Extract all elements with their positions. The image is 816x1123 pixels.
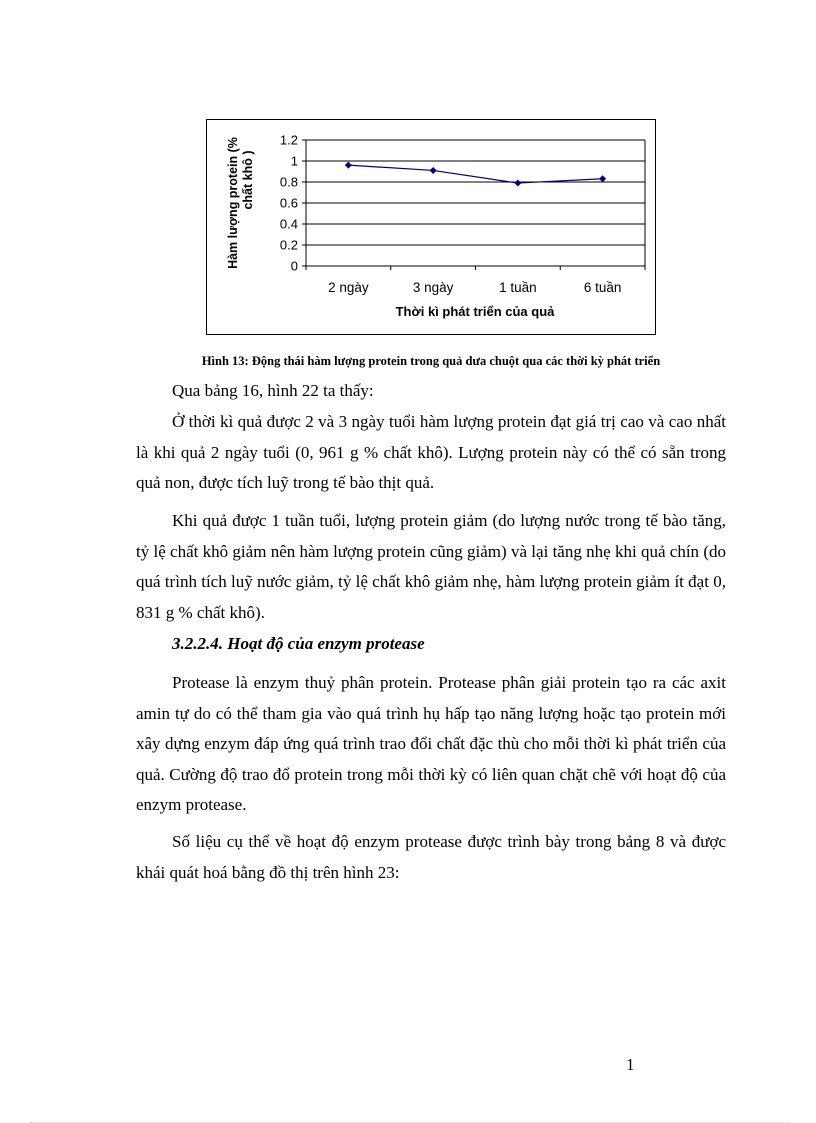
chart-canvas — [207, 120, 655, 334]
y-tick-label: 0.2 — [279, 237, 298, 253]
data-point — [514, 180, 521, 187]
protein-chart — [206, 119, 656, 335]
y-tick-label: 0.6 — [279, 195, 298, 211]
figure-caption: Hình 13: Động thái hàm lượng protein trong quả dưa chuột qua các thời kỳ phát triển — [201, 354, 661, 368]
paragraph-intro: Qua bảng 16, hình 22 ta thấy: — [172, 381, 374, 400]
data-point — [599, 175, 606, 182]
x-tick-label: 3 ngày — [412, 280, 454, 295]
x-tick-label: 2 ngày — [328, 280, 369, 295]
paragraph-one-week: Khi quả được 1 tuần tuổi, lượng protein giảm (do lượng nước trong tế bào tăng, tỷ lệ chất khô giảm nên hàm lượng protein cũng giảm) và lại tăng nhẹ khi quả chín (do quá trình tích luỹ nước giảm, tỷ lệ chất khô giảm nhẹ, hàm lượng protein giảm ít đạt 0, 831 g % chất khô). — [136, 511, 726, 622]
paragraph-early-stage: Ở thời kì quả được 2 và 3 ngày tuổi hàm lượng protein đạt giá trị cao và cao nhất là khi quả 2 ngày tuổi (0, 961 g % chất khô). Lượng protein này có thể có sẵn trong quả non, được tích luỹ trong tế bào thịt quả. — [136, 412, 726, 492]
y-axis-title-line2: chất khô ) — [241, 150, 255, 210]
x-tick-label: 6 tuần — [583, 280, 622, 295]
x-axis-title: Thời kì phát triển của quả — [395, 304, 555, 319]
paragraph-data-reference: Số liệu cụ thể về hoạt độ enzym protease được trình bày trong bảng 8 và được khái quát hoá bằng đồ thị trên hình 23: — [136, 832, 726, 882]
series-line — [348, 165, 602, 183]
data-point — [430, 167, 437, 174]
y-axis-title-line1: Hàm lượng protein (% — [226, 137, 240, 269]
y-tick-label: 0.8 — [279, 174, 298, 190]
section-heading: 3.2.2.4. Hoạt độ của enzym protease — [172, 634, 425, 653]
y-tick-label: 0 — [290, 258, 298, 274]
y-tick-label: 0.4 — [279, 216, 298, 232]
data-point — [345, 162, 352, 169]
paragraph-protease: Protease là enzym thuỷ phân protein. Protease phân giải protein tạo ra các axit amin tự do có thể tham gia vào quá trình hụ hấp tạo năng lượng hoặc tạo protein mới xây dựng enzym đáp ứng quá trình trao đổi chất đặc thù cho mỗi thời kì phát triển của quả. Cường độ trao đổ protein trong mỗi thời kỳ có liên quan chặt chẽ với hoạt độ của enzym protease. — [136, 673, 726, 814]
y-tick-label: 1.2 — [279, 132, 298, 148]
y-tick-label: 1 — [290, 153, 298, 169]
x-tick-label: 1 tuần — [499, 280, 537, 295]
page-number: 1 — [626, 1055, 635, 1074]
